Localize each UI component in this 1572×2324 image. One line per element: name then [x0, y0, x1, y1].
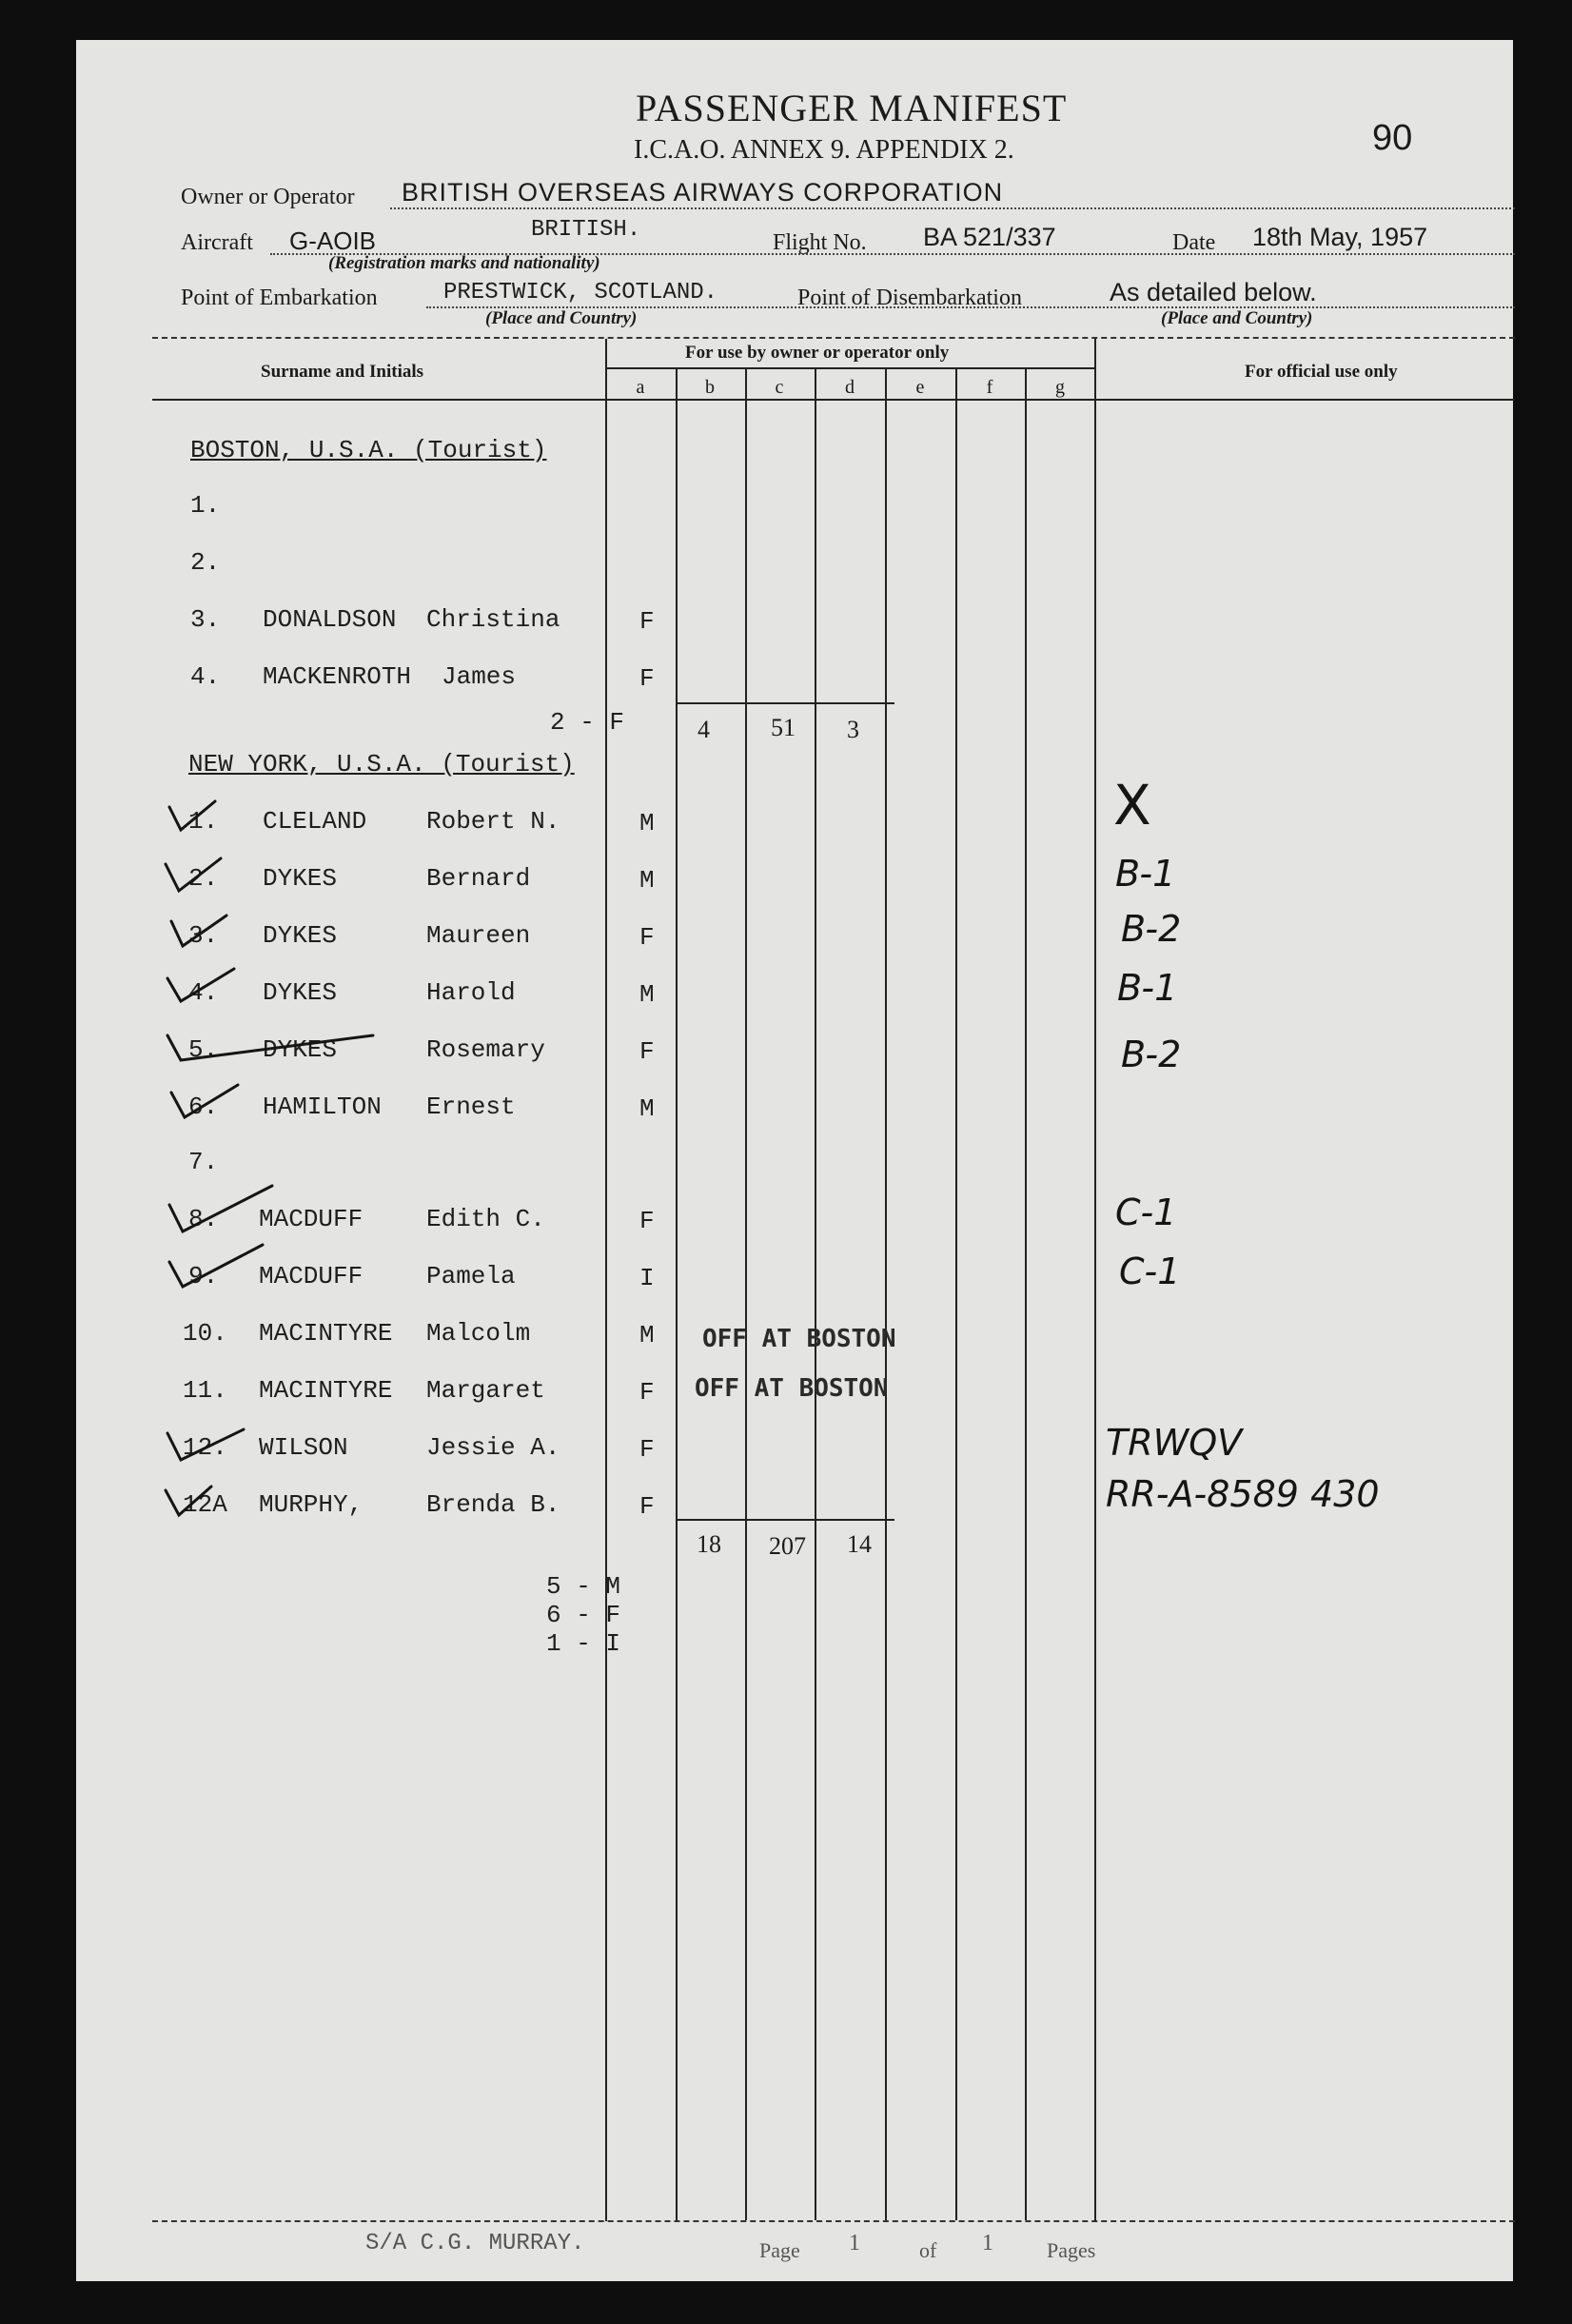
aircraft-label: Aircraft [181, 230, 253, 255]
passenger-sex: F [639, 923, 655, 952]
footer-page-label: Page [759, 2238, 800, 2262]
passenger-surname: MURPHY, [259, 1490, 364, 1519]
passenger-surname: MACINTYRE [259, 1376, 393, 1405]
date-label: Date [1172, 230, 1216, 255]
row-number: 12A [183, 1490, 227, 1519]
passenger-sex: F [639, 1435, 655, 1464]
footer-of-value: 1 [982, 2231, 993, 2255]
col-header-e: e [915, 377, 925, 398]
row-number: 9. [188, 1262, 219, 1290]
signature-line: S/A C.G. MURRAY. [365, 2231, 585, 2256]
passenger-given-name: Brenda B. [426, 1490, 560, 1519]
passenger-surname: DONALDSON [263, 605, 397, 634]
check-mark [169, 1186, 272, 1231]
row-number: 3. [190, 605, 221, 634]
passenger-given-name: Christina [426, 605, 560, 634]
passenger-sex: F [639, 1037, 655, 1066]
col-header-g: g [1055, 377, 1065, 398]
off-at-boston-stamp: OFF AT BOSTON [695, 1374, 889, 1403]
check-mark [167, 1035, 373, 1060]
row-number: 1. [188, 807, 219, 836]
official-mark: B-1 [1115, 853, 1176, 895]
passenger-sex: M [639, 1321, 655, 1349]
official-mark: B-1 [1117, 967, 1178, 1009]
passenger-given-name: James [442, 662, 517, 691]
official-mark: X [1113, 773, 1151, 837]
boston-subtotal-sex: 2 - F [550, 708, 625, 737]
boston-subtotal-b: 4 [698, 716, 710, 743]
passenger-surname: HAMILTON [263, 1093, 382, 1121]
passenger-surname: MACKENROTH [263, 662, 412, 691]
row-number: 10. [183, 1319, 227, 1348]
total-male: 5 - M [546, 1572, 621, 1601]
row-number: 4. [190, 662, 221, 691]
row-number: 8. [188, 1205, 219, 1233]
row-number: 11. [183, 1376, 227, 1405]
check-mark [166, 1487, 211, 1515]
passenger-given-name: Rosemary [426, 1035, 545, 1064]
passenger-sex: M [639, 809, 655, 837]
official-use-header: For official use only [1245, 362, 1398, 382]
passenger-sex: I [639, 1264, 655, 1292]
passenger-given-name: Margaret [426, 1376, 545, 1405]
passenger-sex: F [639, 607, 655, 636]
new-york-subtotal-b: 18 [697, 1530, 721, 1558]
row-number: 7. [188, 1148, 219, 1176]
passenger-given-name: Harold [426, 978, 516, 1007]
disembark-caption: (Place and Country) [1161, 308, 1313, 328]
check-mark [169, 801, 215, 830]
passenger-given-name: Malcolm [426, 1319, 531, 1348]
passenger-sex: F [639, 1207, 655, 1235]
col-header-f: f [986, 377, 993, 398]
passenger-given-name: Jessie A. [426, 1433, 560, 1462]
page-subtitle: I.C.A.O. ANNEX 9. APPENDIX 2. [634, 135, 1014, 165]
official-mark: B-2 [1121, 1034, 1182, 1075]
aircraft-nationality: BRITISH. [531, 217, 641, 243]
passenger-given-name: Edith C. [426, 1205, 545, 1233]
passenger-sex: M [639, 980, 655, 1009]
embark-value: PRESTWICK, SCOTLAND. [443, 280, 718, 305]
owner-value: BRITISH OVERSEAS AIRWAYS CORPORATION [402, 178, 1004, 207]
official-mark: TRWQV [1106, 1422, 1243, 1464]
aircraft-caption: (Registration marks and nationality) [328, 253, 600, 273]
new-york-subtotal-c: 207 [769, 1532, 806, 1560]
off-at-boston-stamp: OFF AT BOSTON [702, 1325, 896, 1353]
passenger-given-name: Pamela [426, 1262, 516, 1290]
row-number: 6. [188, 1093, 219, 1121]
passenger-surname: DYKES [263, 978, 338, 1007]
flight-label: Flight No. [773, 230, 867, 255]
check-mark [167, 1429, 244, 1460]
surname-header: Surname and Initials [261, 362, 424, 382]
passenger-sex: F [639, 1378, 655, 1407]
passenger-sex: F [639, 664, 655, 693]
passenger-sex: M [639, 866, 655, 895]
row-number: 2. [190, 548, 221, 577]
passenger-surname: MACINTYRE [259, 1319, 393, 1348]
passenger-surname: CLELAND [263, 807, 367, 836]
col-header-d: d [845, 377, 855, 398]
boston-subtotal-c: 51 [771, 714, 796, 741]
col-header-a: a [636, 377, 645, 398]
check-mark [171, 916, 226, 946]
section-heading-boston: BOSTON, U.S.A. (Tourist) [190, 436, 547, 464]
check-mark [169, 1245, 263, 1287]
page-number: 90 [1372, 118, 1413, 158]
check-mark [167, 969, 234, 1001]
passenger-sex: F [639, 1492, 655, 1521]
official-mark: C-1 [1119, 1251, 1181, 1292]
passenger-surname: MACDUFF [259, 1262, 364, 1290]
check-mark [166, 858, 221, 891]
row-number: 4. [188, 978, 219, 1007]
footer-of-label: of [919, 2238, 937, 2262]
passenger-surname: DYKES [263, 921, 338, 950]
col-header-b: b [705, 377, 715, 398]
embark-label: Point of Embarkation [181, 286, 378, 310]
embark-caption: (Place and Country) [485, 308, 638, 328]
new-york-subtotal-d: 14 [847, 1530, 872, 1558]
date-value: 18th May, 1957 [1252, 223, 1428, 251]
row-number: 2. [188, 864, 219, 893]
flight-value: BA 521/337 [923, 223, 1056, 251]
passenger-given-name: Robert N. [426, 807, 560, 836]
official-mark: RR-A-8589 430 [1106, 1473, 1380, 1515]
official-mark: B-2 [1121, 908, 1182, 950]
owner-use-header: For use by owner or operator only [685, 343, 950, 363]
official-mark: C-1 [1115, 1192, 1177, 1233]
aircraft-reg: G-AOIB [289, 226, 377, 255]
passenger-surname: WILSON [259, 1433, 348, 1462]
row-number: 5. [188, 1035, 219, 1064]
owner-label: Owner or Operator [181, 185, 355, 209]
passenger-surname: DYKES [263, 1035, 338, 1064]
passenger-given-name: Maureen [426, 921, 531, 950]
page-title: PASSENGER MANIFEST [636, 87, 1068, 129]
passenger-given-name: Ernest [426, 1093, 516, 1121]
check-mark [171, 1085, 238, 1117]
row-number: 1. [190, 491, 221, 520]
passenger-given-name: Bernard [426, 864, 531, 893]
total-infant: 1 - I [546, 1629, 621, 1658]
disembark-value: As detailed below. [1110, 278, 1317, 306]
footer-pages-label: Pages [1047, 2238, 1096, 2262]
disembark-label: Point of Disembarkation [797, 286, 1022, 310]
footer-page-value: 1 [849, 2231, 860, 2255]
row-number: 3. [188, 921, 219, 950]
passenger-sex: M [639, 1094, 655, 1123]
col-header-c: c [775, 377, 784, 398]
section-heading-new-york: NEW YORK, U.S.A. (Tourist) [188, 750, 575, 778]
row-number: 12. [183, 1433, 227, 1462]
passenger-surname: MACDUFF [259, 1205, 364, 1233]
passenger-surname: DYKES [263, 864, 338, 893]
total-female: 6 - F [546, 1601, 621, 1629]
boston-subtotal-d: 3 [847, 716, 859, 743]
